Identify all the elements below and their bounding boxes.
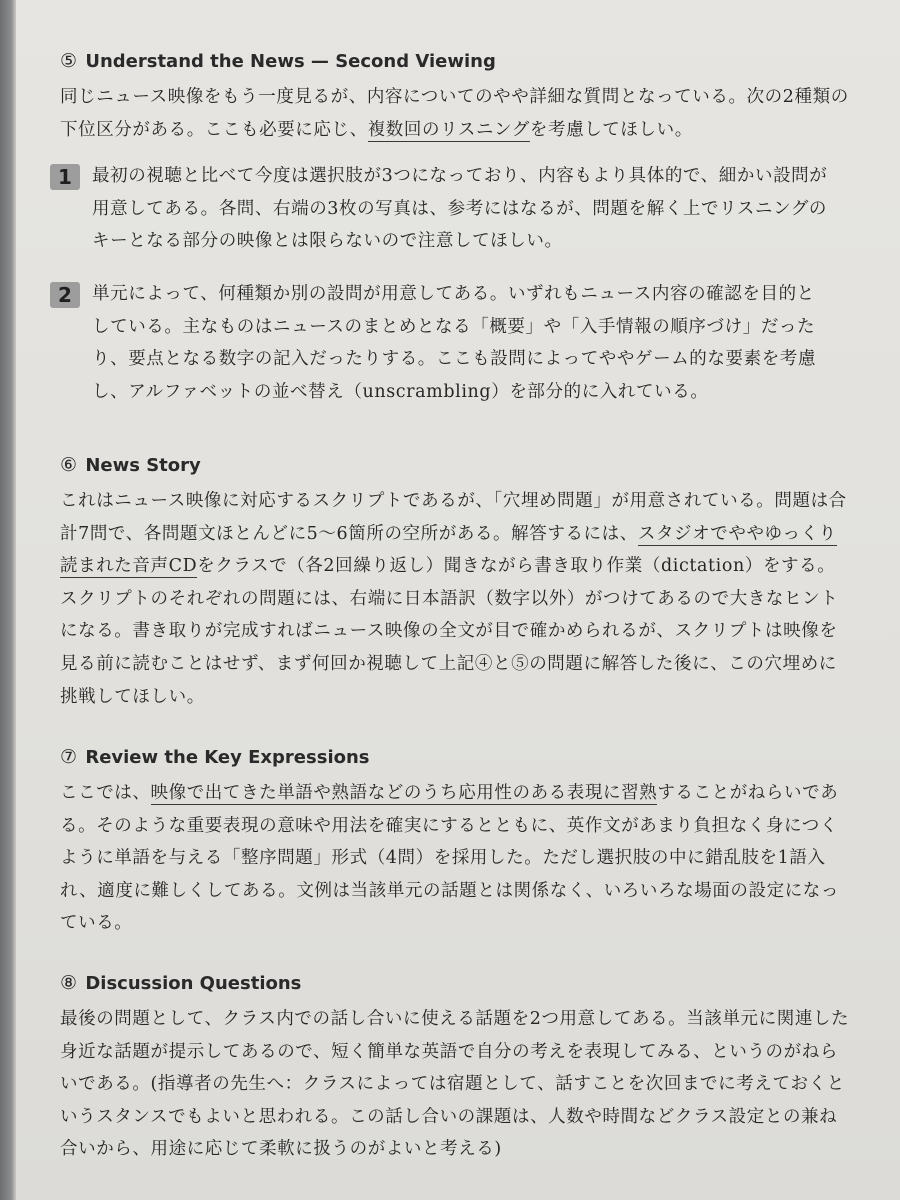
text-span: ここでは、 — [60, 783, 151, 803]
section-title: Discussion Questions — [85, 973, 302, 994]
item-number-badge: 1 — [50, 164, 80, 190]
section-body: 最後の問題として、クラス内での話し合いに使える話題を2つ用意してある。当該単元に関連した身近な話題が提示してあるので、短く簡単な英語で自分の考えを表現してみる、というのがねらいである。(指導者の先生へ：クラスによっては宿題として、話すことを次回までに考えておくというスタンスでもよいと思われる。この話し合いの課題は、人数や時間などクラス設定との兼ね合いから、用途に応じて柔軟に扱うのがよいと考える) — [60, 1009, 850, 1160]
underlined-text: 複数回のリスニング — [367, 119, 530, 140]
section-heading — [60, 48, 850, 75]
list-item — [50, 160, 830, 258]
text-span: を考慮してほしい。 — [529, 119, 693, 140]
text-span: することがねらいである。そのような重要表現の意味や用法を確実にするとともに、英作文があまり負担なく身につくように単語を与える「整序問題」形式（4問）を採用した。ただし選択肢の中に錯乱肢を1語入れ、適度に難しくしてある。文例は当該単元の話題とは関係なく、いろいろな場面の設定になっている。 — [60, 783, 839, 934]
section-understand-news-second — [60, 48, 850, 146]
item-text: 最初の視聴と比べて今度は選択肢が3つになっており、内容もより具体的で、細かい設問が用意してある。各問、右端の3枚の写真は、参考にはなるが、問題を解く上でリスニングのキーとなる部分の映像とは限らないので注意してほしい。 — [92, 166, 828, 252]
section-heading — [60, 970, 850, 997]
item-text: 単元によって、何種類か別の設問が用意してある。いずれもニュース内容の確認を目的としている。主なものはニュースのまとめとなる「概要」や「入手情報の順序づけ」だったり、要点となる数字の記入だったりする。ここも設問によってややゲーム的な要素を考慮し、アルファベットの並べ替え（unscrambling）を部分的に入れている。 — [92, 284, 816, 402]
section-heading — [60, 744, 850, 771]
section-number: ⑧ — [60, 972, 78, 994]
text-span: 同じニュース映像をもう一度見るが、内容についてのやや詳細な質問となっている。次の2種類の下位区分がある。ここも必要に応じ、 — [60, 87, 849, 140]
section-review-key-expressions — [60, 744, 850, 940]
section-body — [60, 777, 850, 940]
item-number-badge: 2 — [50, 282, 80, 308]
underlined-text: スタジオでややゆっくり読まれた音声CD — [60, 523, 837, 577]
section-news-story — [60, 452, 850, 713]
section-title: Review the Key Expressions — [85, 747, 370, 768]
section-intro — [60, 81, 850, 146]
section-number: ⑦ — [60, 746, 78, 768]
text-span: をクラスで（各2回繰り返し）聞きながら書き取り作業（dictation）をする。スクリプトのそれぞれの問題には、右端に日本語訳（数字以外）がつけてあるので大きなヒントになる。書き取りが完成すればニュース映像の全文が目で確かめられるが、スクリプトは映像を見る前に読むことはせず、まず何回か視聴して上記④と⑤の問題に解答した後に、この穴埋めに挑戦してほしい。 — [60, 556, 839, 707]
section-heading — [60, 452, 850, 479]
list-item — [50, 278, 830, 408]
section-discussion-questions — [60, 970, 850, 1166]
text-span: これはニュース映像に対応するスクリプトであるが、「穴埋め問題」が用意されている。問題は合計7問で、各問題文ほとんどに5〜6箇所の空所がある。解答するには、 — [60, 491, 847, 544]
section-title: News Story — [85, 455, 201, 476]
section-number: ⑥ — [60, 454, 78, 476]
section-title: Understand the News — Second Viewing — [85, 51, 496, 72]
binding-edge — [0, 0, 16, 1200]
underlined-text: 映像で出てきた単語や熟語などのうち応用性のある表現に習熟 — [150, 783, 658, 803]
section-body — [60, 485, 850, 713]
section-number: ⑤ — [60, 50, 78, 72]
